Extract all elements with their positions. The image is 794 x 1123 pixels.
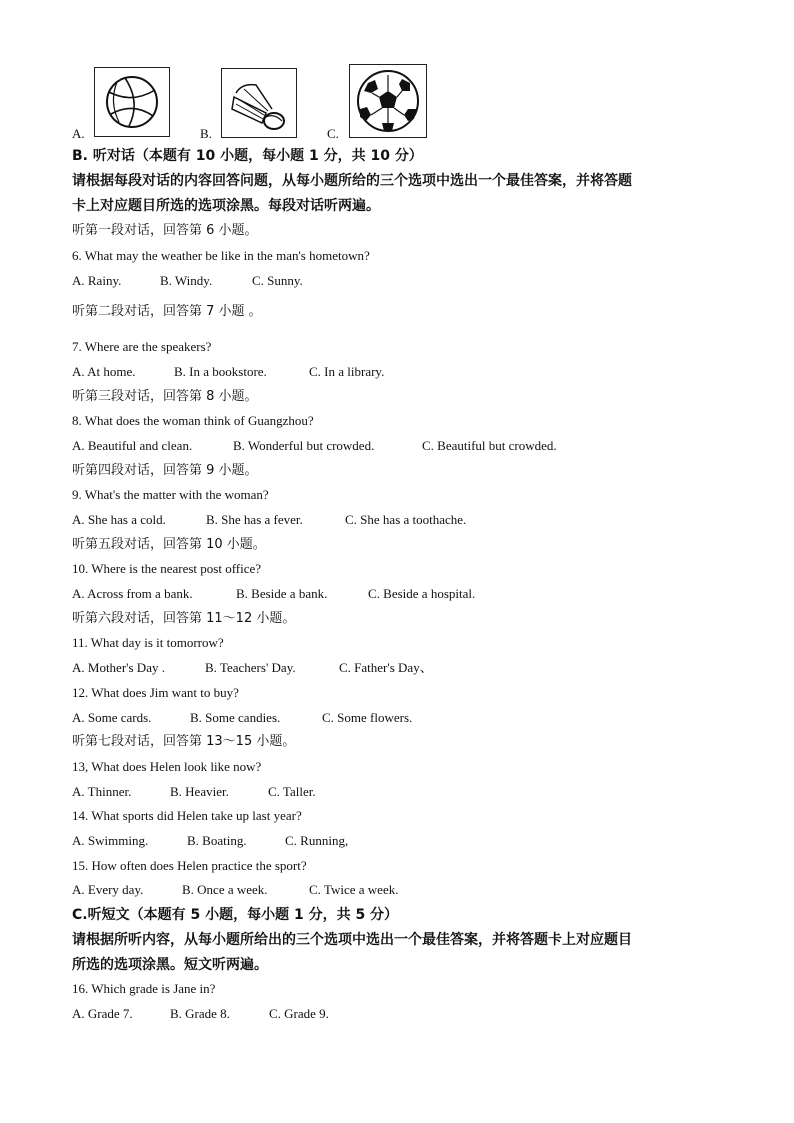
soccer-ball-icon (350, 65, 426, 137)
option-a: A. Grade 7. (72, 1006, 133, 1021)
question-14: 14. What sports did Helen take up last year? (72, 808, 302, 823)
option-letter-b: B. (200, 126, 212, 141)
dialogue-1-prompt: 听第一段对话，回答第 6 小题。 (72, 223, 258, 238)
shuttlecock-icon (222, 69, 296, 137)
question-10: 10. Where is the nearest post office? (72, 561, 262, 576)
dialogue-2-prompt: 听第二段对话，回答第 7 小题 。 (72, 304, 262, 319)
dialogue-7-prompt: 听第七段对话，回答第 13～15 小题。 (72, 734, 296, 749)
question-8: 8. What does the woman think of Guangzhou? (72, 413, 314, 428)
option-b: B. Grade 8. (170, 1006, 230, 1021)
question-11-options (72, 660, 433, 676)
option-a: A. She has a cold. (72, 512, 166, 527)
option-b: B. Boating. (187, 833, 247, 848)
option-b: B. Heavier. (170, 784, 229, 799)
option-c: C. Beside a hospital. (368, 586, 476, 601)
question-13: 13, What does Helen look like now? (72, 759, 262, 774)
question-6: 6. What may the weather be like in the man's hometown? (72, 248, 370, 263)
option-c: C. Running, (285, 833, 349, 848)
dialogue-6-prompt: 听第六段对话，回答第 11～12 小题。 (72, 611, 296, 626)
option-a: A. Every day. (72, 882, 144, 897)
question-6-options (72, 273, 303, 289)
option-b: B. Beside a bank. (236, 586, 328, 601)
dialogue-5-prompt: 听第五段对话，回答第 10 小题。 (72, 537, 266, 552)
option-a: A. Mother's Day . (72, 660, 165, 675)
question-13-options (72, 784, 316, 800)
basketball-icon (95, 68, 169, 136)
option-b: B. Teachers' Day. (205, 660, 296, 675)
option-a: A. Some cards. (72, 710, 152, 725)
question-15-options (72, 882, 398, 898)
option-a: A. At home. (72, 364, 136, 379)
option-b: B. She has a fever. (206, 512, 303, 527)
option-c: C. Twice a week. (309, 882, 399, 897)
option-b: B. Once a week. (182, 882, 268, 897)
option-c: C. Taller. (268, 784, 316, 799)
question-9-options (72, 512, 466, 528)
dialogue-4-prompt: 听第四段对话，回答第 9 小题。 (72, 463, 258, 478)
question-14-options (72, 833, 348, 849)
option-b: B. Wonderful but crowded. (233, 438, 375, 453)
question-16-options (72, 1006, 329, 1022)
question-12-options (72, 710, 412, 726)
section-b-instruction-line1: 请根据每段对话的内容回答问题，从每小题所给的三个选项中选出一个最佳答案，并将答题 (72, 173, 632, 189)
shuttlecock-picture (221, 68, 297, 138)
option-a: A. Beautiful and clean. (72, 438, 193, 453)
option-c: C. Beautiful but crowded. (422, 438, 557, 453)
option-c: C. Grade 9. (269, 1006, 329, 1021)
soccer-ball-picture (349, 64, 427, 138)
question-12: 12. What does Jim want to buy? (72, 685, 239, 700)
question-7: 7. Where are the speakers? (72, 339, 212, 354)
option-b: B. Some candies. (190, 710, 281, 725)
option-letter-a: A. (72, 126, 85, 141)
option-letter-c: C. (327, 126, 339, 141)
section-c-instruction-line1: 请根据所听内容，从每小题所给出的三个选项中选出一个最佳答案，并将答题卡上对应题目 (72, 932, 632, 948)
option-c: C. Father's Day、 (339, 660, 433, 675)
option-c: C. She has a toothache. (345, 512, 467, 527)
question-10-options (72, 586, 475, 602)
option-a: A. Thinner. (72, 784, 132, 799)
option-c: C. Sunny. (252, 273, 303, 288)
dialogue-3-prompt: 听第三段对话，回答第 8 小题。 (72, 389, 258, 404)
option-c: C. Some flowers. (322, 710, 413, 725)
option-a: A. Swimming. (72, 833, 149, 848)
option-a: A. Rainy. (72, 273, 122, 288)
basketball-picture (94, 67, 170, 137)
option-b: B. Windy. (160, 273, 213, 288)
section-b-instruction-line2: 卡上对应题目所选的选项涂黑。每段对话听两遍。 (72, 198, 380, 214)
section-c-heading: C.听短文（本题有 5 小题，每小题 1 分，共 5 分） (72, 907, 399, 923)
question-16: 16. Which grade is Jane in? (72, 981, 216, 996)
option-c: C. In a library. (309, 364, 385, 379)
option-b: B. In a bookstore. (174, 364, 267, 379)
question-7-options (72, 364, 384, 380)
section-b-heading: B. 听对话（本题有 10 小题，每小题 1 分，共 10 分） (72, 148, 423, 164)
question-11: 11. What day is it tomorrow? (72, 635, 224, 650)
question-9: 9. What's the matter with the woman? (72, 487, 269, 502)
option-a: A. Across from a bank. (72, 586, 193, 601)
question-15: 15. How often does Helen practice the sport? (72, 858, 307, 873)
section-c-instruction-line2: 所选的选项涂黑。短文听两遍。 (72, 957, 268, 973)
question-8-options (72, 438, 557, 454)
